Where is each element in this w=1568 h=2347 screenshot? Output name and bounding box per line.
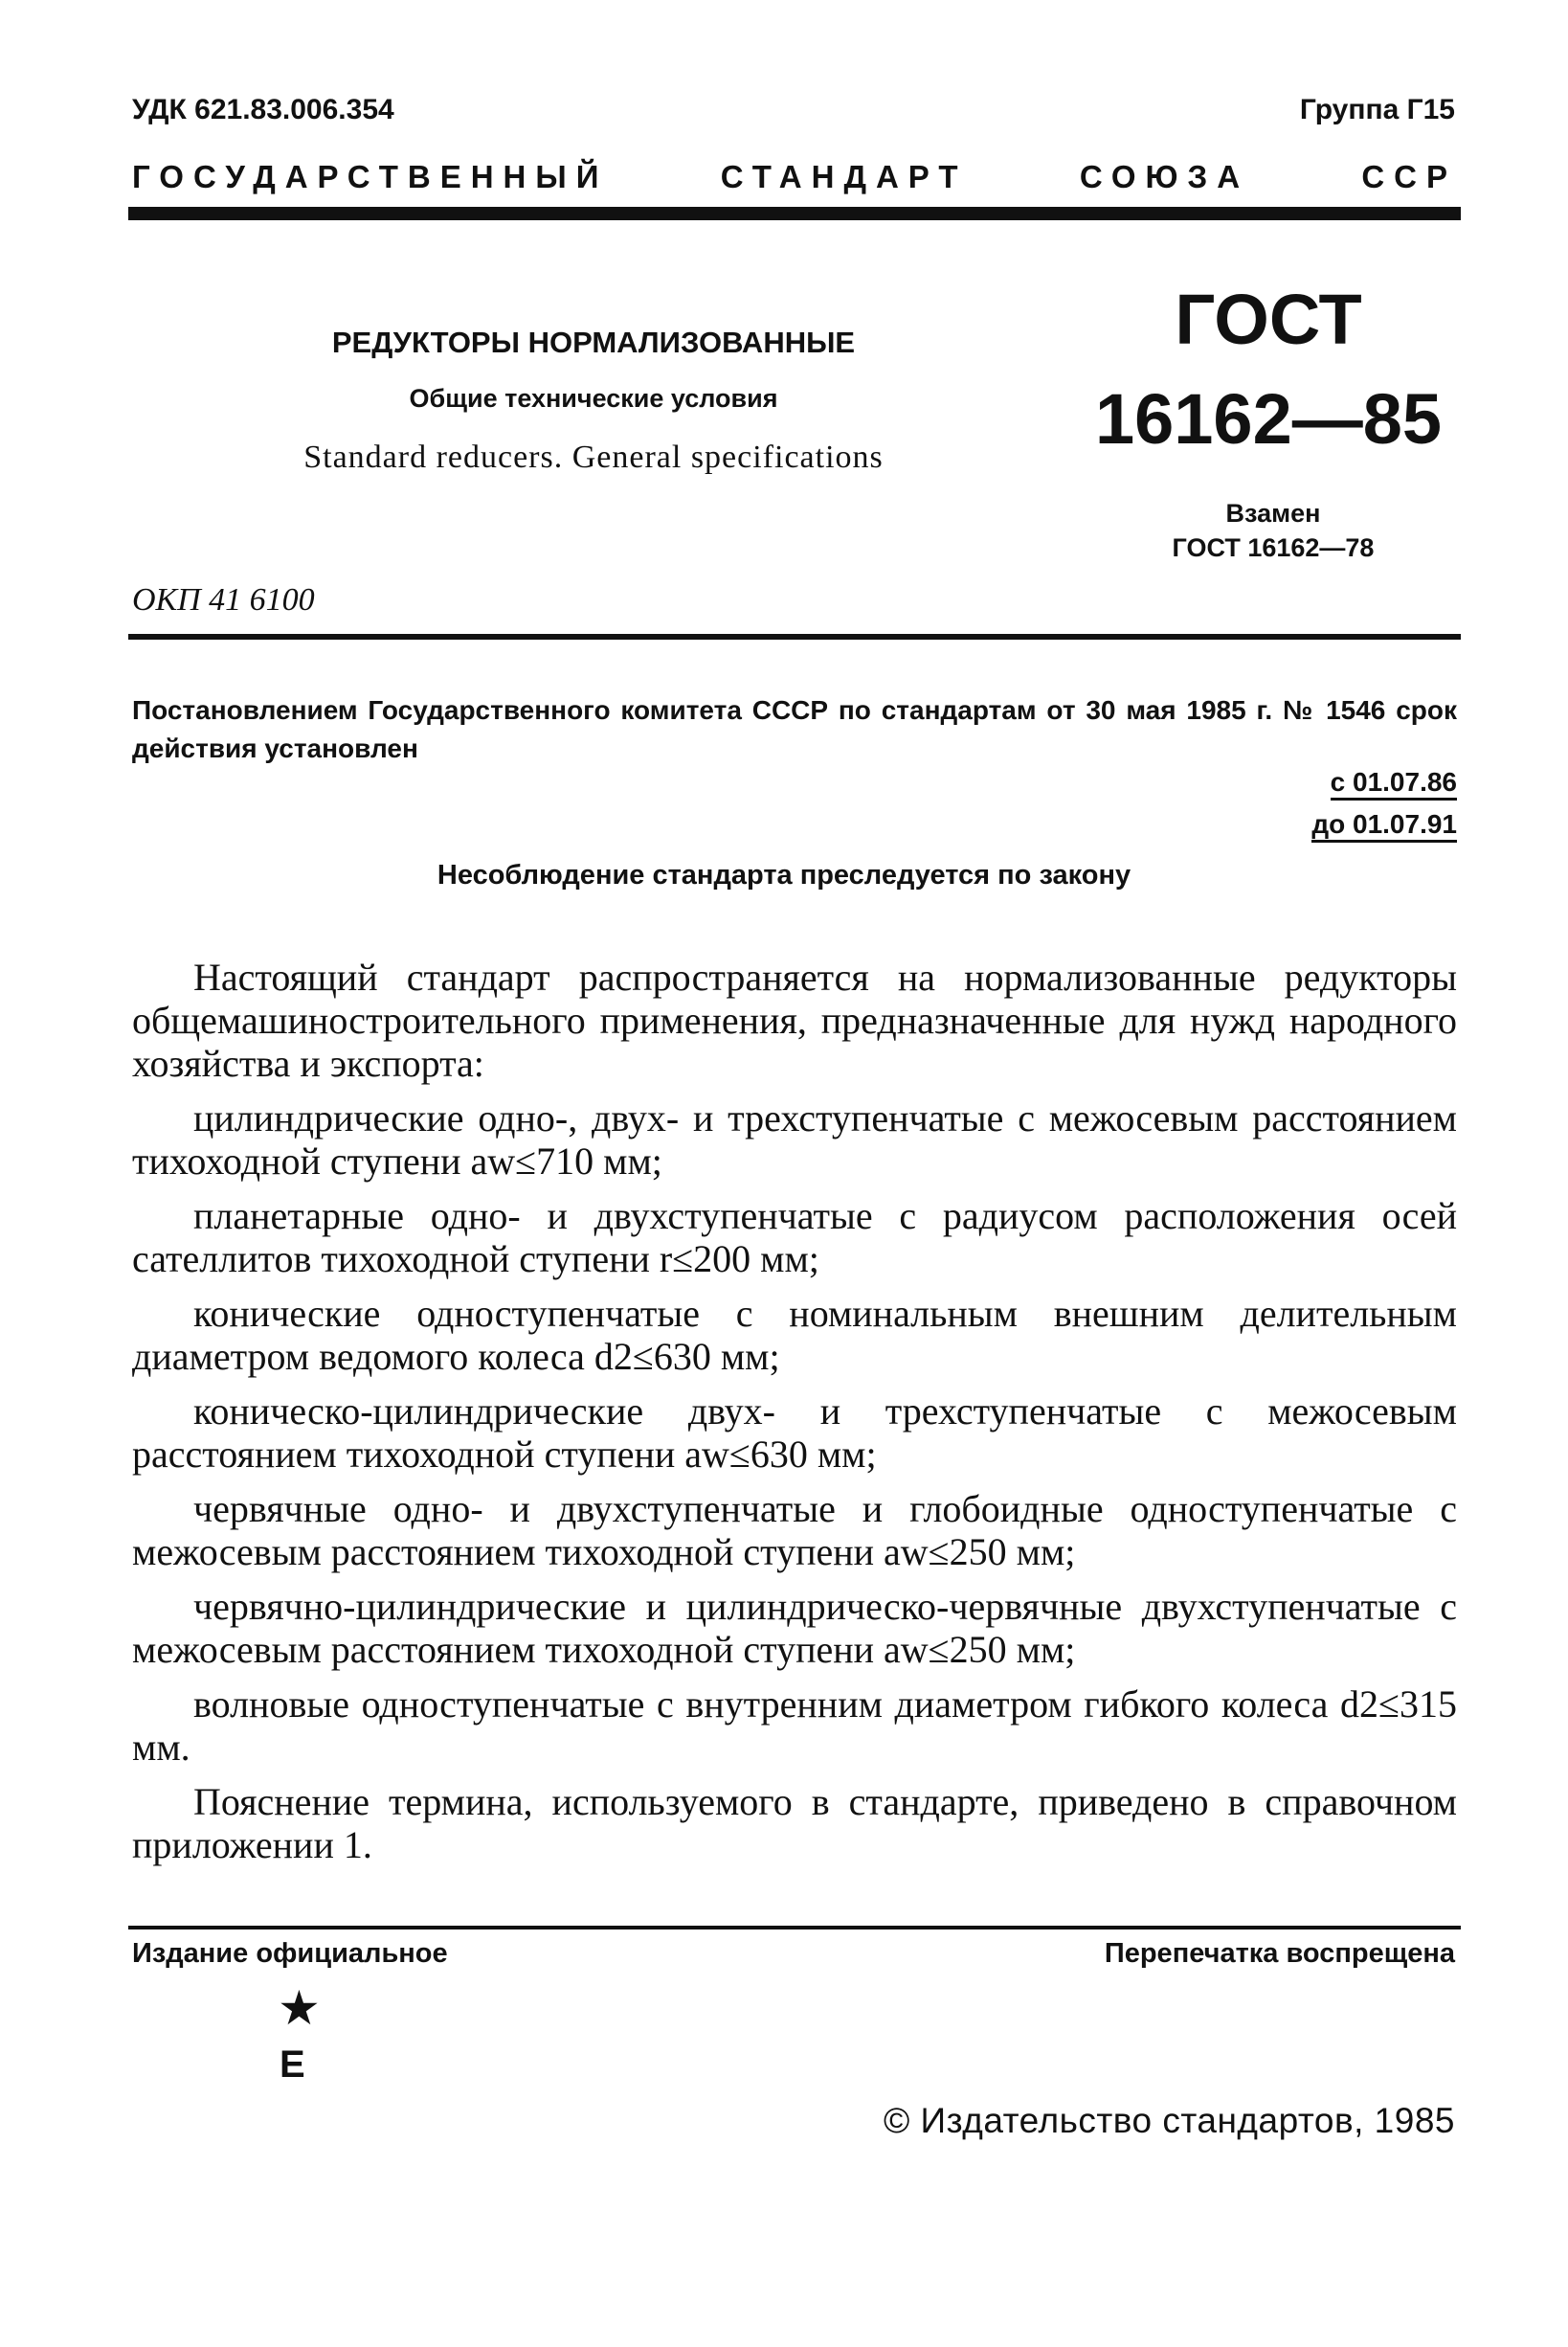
body-paragraph: коническо-цилиндрические двух- и трехступенчатые с межосевым расстоянием тихоходной ступени aw≤630 мм; (132, 1389, 1457, 1476)
reprint-prohibited-label: Перепечатка воспрещена (1104, 1938, 1455, 1969)
publisher-copyright: © Издательство стандартов, 1985 (883, 2101, 1455, 2140)
banner-word: СОЮЗА (1079, 159, 1250, 194)
replaces-value: ГОСТ 16162—78 (1172, 533, 1375, 562)
banner-word: СТАНДАРТ (720, 159, 968, 194)
gost-label: ГОСТ (1175, 280, 1362, 359)
body-paragraph: червячно-цилиндрические и цилиндрическо-червячные двухступенчатые с межосевым расстоянием тихоходной ступени aw≤250 мм; (132, 1585, 1457, 1671)
body-paragraph: Настоящий стандарт распространяется на нормализованные редукторы общемашиностроительного применения, предназначенные для нужд народного хозяйства и экспорта: (132, 956, 1457, 1085)
decree-text: Постановлением Государственного комитета СССР по стандартам от 30 мая 1985 г. № 1546 срок действия установлен (132, 695, 1457, 763)
date-from: с 01.07.86 (1331, 767, 1457, 801)
body-paragraph: Пояснение термина, используемого в стандарте, приведено в справочном приложении 1. (132, 1780, 1457, 1866)
footer-divider (128, 1926, 1461, 1930)
document-title-block (239, 324, 948, 477)
body-paragraph: цилиндрические одно-, двух- и трехступенчатые с межосевым расстоянием тихоходной ступени aw≤710 мм; (132, 1096, 1457, 1183)
group-code: Группа Г15 (1299, 94, 1455, 125)
enforcement-notice: Несоблюдение стандарта преследуется по закону (437, 860, 1131, 891)
validity-dates (1311, 761, 1457, 846)
gost-designation (1091, 280, 1445, 460)
body-text (132, 956, 1457, 1878)
replaces-block (1130, 496, 1417, 565)
document-subtitle: Общие технические условия (409, 384, 778, 413)
document-title: РЕДУКТОРЫ НОРМАЛИЗОВАННЫЕ (331, 326, 856, 359)
official-edition-label: Издание официальное (132, 1938, 448, 1969)
replaces-label: Взамен (1225, 499, 1321, 528)
section-divider (128, 634, 1461, 640)
body-paragraph: конические одноступенчатые с номинальным внешним делительным диаметром ведомого колеса d2≤630 мм; (132, 1292, 1457, 1378)
body-paragraph: планетарные одно- и двухступенчатые с радиусом расположения осей сателлитов тихоходной ступени r≤200 мм; (132, 1194, 1457, 1280)
e-mark: Е (280, 2043, 305, 2086)
gost-number: 16162—85 (1094, 379, 1443, 459)
body-paragraph: червячные одно- и двухступенчатые и глобоидные одноступенчатые с межосевым расстоянием тихоходной ступени aw≤250 мм; (132, 1487, 1457, 1573)
banner-word: ГОСУДАРСТВЕННЫЙ (132, 159, 609, 194)
udk-code: УДК 621.83.006.354 (132, 94, 394, 125)
document-title-english: Standard reducers. General specifications (303, 440, 884, 475)
date-to: до 01.07.91 (1311, 809, 1457, 843)
banner-word: ССР (1361, 159, 1457, 194)
okp-code: ОКП 41 6100 (132, 582, 315, 618)
star-icon: ★ (278, 1981, 321, 2035)
state-standard-banner (132, 159, 1457, 195)
header-divider (128, 207, 1461, 220)
body-paragraph: волновые одноступенчатые с внутренним диаметром гибкого колеса d2≤315 мм. (132, 1682, 1457, 1769)
